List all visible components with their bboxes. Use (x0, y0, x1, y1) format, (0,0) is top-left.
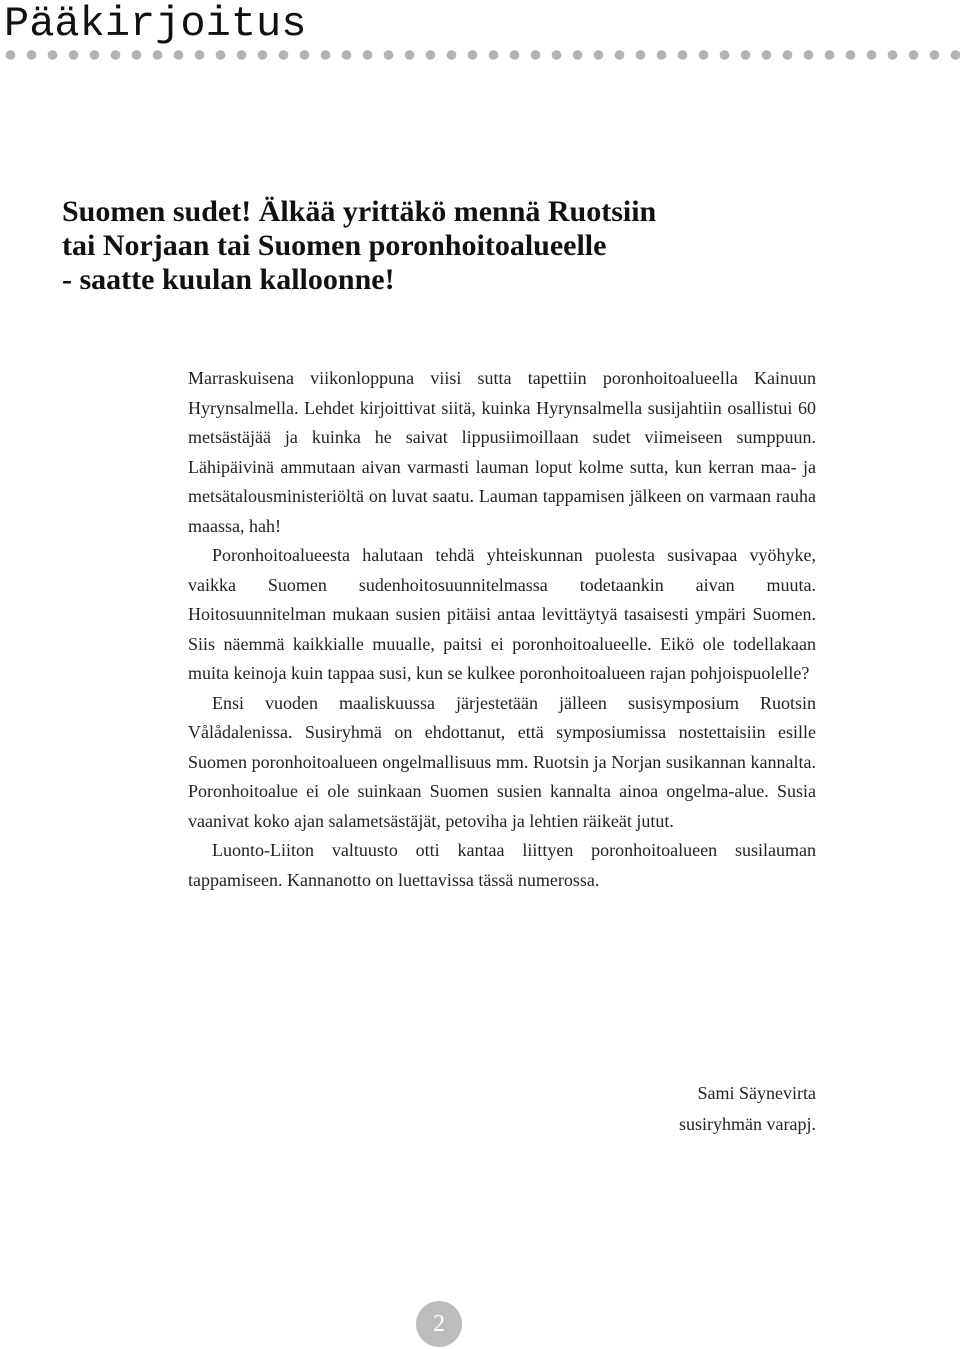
author-name: Sami Säynevirta (697, 1083, 816, 1103)
headline-line: Suomen sudet! Älkää yrittäkö mennä Ruotsiin (62, 195, 657, 228)
dotted-divider (0, 49, 960, 61)
paragraph: Ensi vuoden maaliskuussa järjestetään jälleen susisymposium Ruotsin Vålådalenissa. Susiryhmä on ehdottanut, että symposiumissa nostettaisiin esille Suomen poronhoitoalueen ongelmallisuus mm. Ruotsin ja Norjan susikannan kannalta. Poronhoitoalue ei ole suinkaan Suomen susien kannalta ainoa ongelma-alue. Susia vaanivat koko ajan salametsästäjät, petoviha ja lehtien räikeät jutut. (188, 692, 816, 831)
article-headline (62, 195, 782, 297)
paragraph: Marraskuisena viikonloppuna viisi sutta tapettiin poronhoitoalueella Kainuun Hyrynsalmella. Lehdet kirjoittivat siitä, kuinka Hyrynsalmella susijahtiin osallistui 60 metsästäjää ja kuinka he saivat lippusiimoillaan sudet viimeiseen sumppuun. Lähipäivinä ammutaan aivan varmasti lauman loput kolme sutta, kun kerran maa- ja metsätalousministeriöltä on luvat saatu. Lauman tappamisen jälkeen on varmaan rauha maassa, hah! (188, 368, 816, 536)
headline-line: tai Norjaan tai Suomen poronhoitoalueelle (62, 229, 607, 262)
page-number-badge: 2 (416, 1301, 462, 1347)
section-title: Pääkirjoitus (4, 0, 307, 48)
article-body (188, 364, 816, 895)
paragraph: Poronhoitoalueesta halutaan tehdä yhteiskunnan puolesta susivapaa vyöhyke, vaikka Suomen sudenhoitosuunnitelmassa todetaankin aivan muuta. Hoitosuunnitelman mukaan susien pitäisi antaa levittäytyä tasaisesti ympäri Suomen. Siis näemmä kaikkialle muualle, paitsi ei poronhoitoalueelle. Eikö ole todellakaan muita keinoja kuin tappaa susi, kun se kulkee poronhoitoalueen rajan pohjoispuolelle? (188, 545, 816, 683)
author-signature (560, 1078, 816, 1140)
paragraph: Luonto-Liiton valtuusto otti kantaa liittyen poronhoitoalueen susilauman tappamiseen. Kannanotto on luettavissa tässä numerossa. (188, 840, 816, 890)
author-role: susiryhmän varapj. (679, 1114, 816, 1134)
headline-line: - saatte kuulan kalloonne! (62, 263, 395, 296)
